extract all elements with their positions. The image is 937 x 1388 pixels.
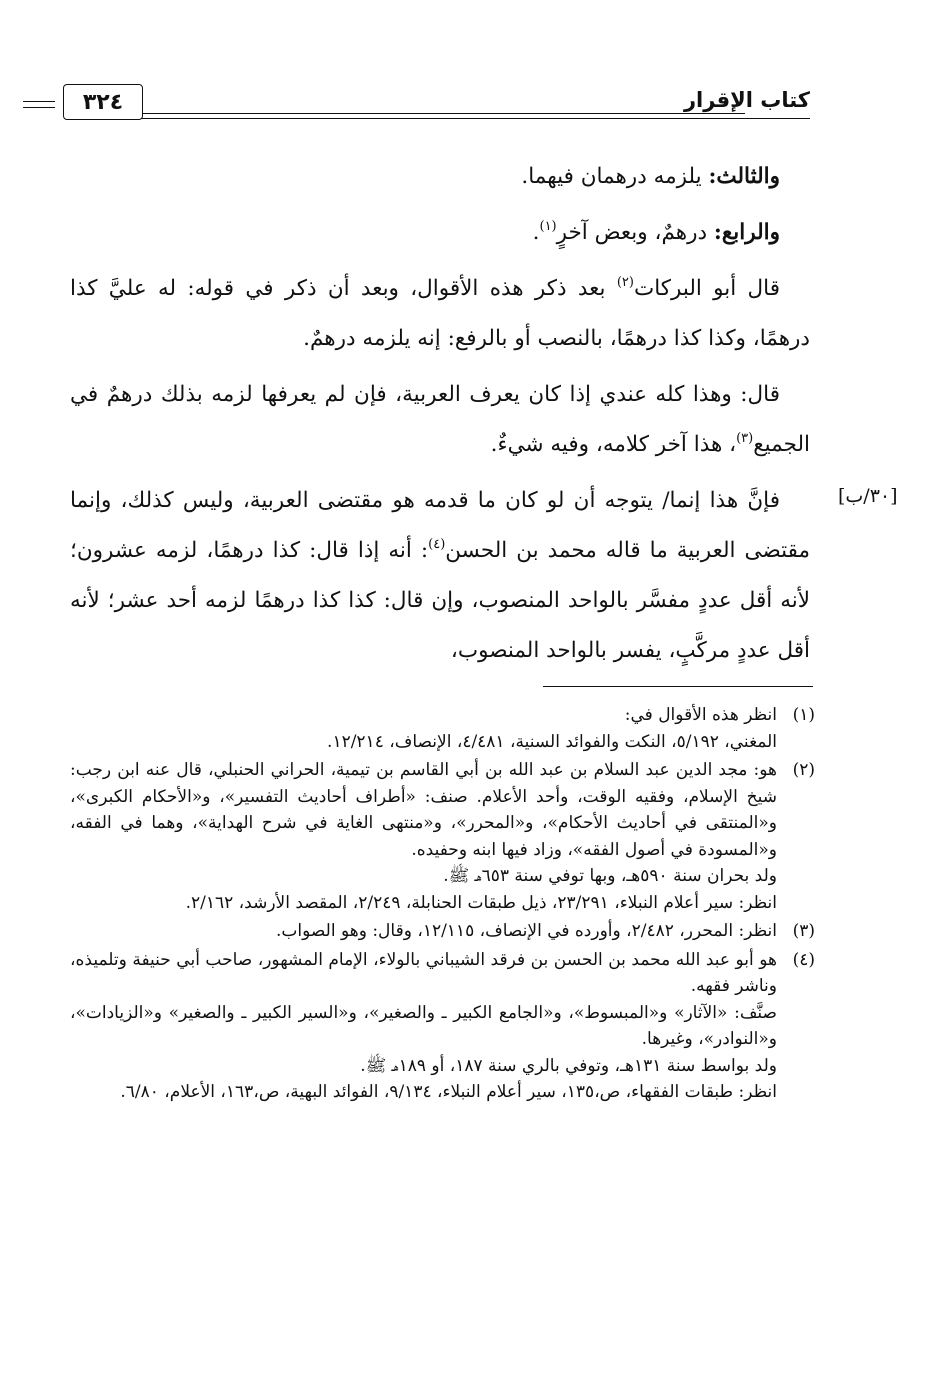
paragraph-text: فإنَّ هذا إنما/ يتوجه أن لو كان ما قدمه هو مقتضى العربية، وليس كذلك، وإنما مقتضى العربية ما قاله محمد بن الحسن	[70, 488, 810, 563]
header-ornament-line	[23, 101, 55, 102]
paragraph-text: قال: وهذا كله عندي إذا كان يعرف العربية، فإن لم يعرفها لزمه بذلك درهمٌ في الجميع	[70, 382, 810, 457]
footnote-body	[70, 918, 777, 945]
footnote-line: المغني، ٥/١٩٢، النكت والفوائد السنية، ٤/٤٨١، الإنصاف، ١٢/٢١٤.	[327, 731, 777, 752]
chapter-title: كتاب الإقرار	[683, 88, 810, 112]
header-ornament-line	[23, 107, 55, 108]
paragraph-text: يلزمه درهمان فيهما.	[521, 164, 709, 189]
paragraph	[70, 208, 810, 258]
header-rule-lower	[65, 118, 810, 119]
footnote-ref[interactable]: (٤)	[428, 537, 446, 552]
page-number: ٣٢٤	[63, 84, 143, 120]
main-text	[70, 152, 810, 682]
footnote-line: هو أبو عبد الله محمد بن الحسن بن فرقد الشيباني بالولاء، الإمام المشهور، صاحب أبي حنيفة وتلميذه، وناشر فقهه.	[70, 949, 777, 996]
paragraph	[70, 152, 810, 202]
footnote	[70, 918, 815, 945]
footnote-body	[70, 702, 777, 755]
footnote-line: انظر: المحرر، ٢/٤٨٢، وأورده في الإنصاف، ١٢/١١٥، وقال: وهو الصواب.	[276, 921, 777, 941]
footnotes	[70, 702, 815, 1108]
footnote-line: انظر: سير أعلام النبلاء، ٢٣/٢٩١، ذيل طبقات الحنابلة، ٢/٢٤٩، المقصد الأرشد، ٢/١٦٢.	[185, 892, 777, 913]
footnote-line: صنَّف: «الآثار» و«المبسوط»، و«الجامع الكبير ـ والصغير»، و«السير الكبير ـ والصغير» و«الزيادات»، و«النوادر»، وغيرها.	[70, 1002, 777, 1049]
footnote-line: ولد بحران سنة ٥٩٠هـ، وبها توفي سنة ٦٥٣هـ ﷺ.	[443, 866, 777, 886]
paragraph-text: ، هذا آخر كلامه، وفيه شيءٌ.	[490, 432, 737, 457]
footnote-number: (٣)	[792, 921, 815, 941]
paragraph-lead: والثالث:	[708, 164, 780, 189]
paragraph-text: .	[532, 220, 540, 245]
paragraph-text: درهمٌ، وبعض آخرٍ	[556, 220, 714, 245]
footnote-separator	[543, 686, 813, 687]
footnote-line: ولد بواسط سنة ١٣١هـ، وتوفي بالري سنة ١٨٧، أو ١٨٩هـ ﷺ.	[360, 1055, 777, 1076]
header-rule-upper	[65, 113, 745, 114]
footnote-body	[70, 947, 777, 1106]
paragraph	[70, 476, 810, 676]
footnote-number: (١)	[792, 705, 815, 725]
footnote-ref[interactable]: (١)	[539, 219, 557, 234]
footnote-ref[interactable]: (٣)	[736, 431, 754, 446]
footnote-number: (٤)	[792, 949, 815, 970]
footnote	[70, 757, 815, 916]
paragraph-text: : أنه إذا قال: كذا درهمًا، لزمه عشرون؛ لأنه أقل عددٍ مفسَّر بالواحد المنصوب، وإن قال: كذا كذا درهمًا لزمه أحد عشر؛ لأنه أقل عددٍ مركَّبٍ، يفسر بالواحد المنصوب،	[70, 538, 810, 663]
footnote	[70, 702, 815, 755]
footnote-body	[70, 757, 777, 916]
footnote	[70, 947, 815, 1106]
footnote-number: (٢)	[792, 760, 815, 780]
paragraph-lead: والرابع:	[713, 220, 780, 245]
paragraph-text: بعد ذكر هذه الأقوال، وبعد أن ذكر في قوله: له عليَّ كذا درهمًا، وكذا كذا درهمًا، بالنصب أو بالرفع: إنه يلزمه درهمٌ.	[70, 276, 810, 351]
paragraph	[70, 264, 810, 364]
footnote-line: انظر هذه الأقوال في:	[624, 705, 777, 725]
footnote-ref[interactable]: (٢)	[616, 275, 634, 290]
footnote-line: انظر: طبقات الفقهاء، ص،١٣٥، سير أعلام النبلاء، ٩/١٣٤، الفوائد البهية، ص،١٦٣، الأعلام، ٦/٨٠.	[120, 1082, 777, 1102]
paragraph-text: قال أبو البركات	[633, 276, 780, 301]
paragraph	[70, 370, 810, 470]
manuscript-folio-marker: [٣٠/ب]	[838, 485, 898, 507]
footnote-line: هو: مجد الدين عبد السلام بن عبد الله بن أبي القاسم بن تيمية، الحراني الحنبلي، قال عنه ابن رجب: شيخ الإسلام، وفقيه الوقت، وأحد الأعلام. صنف: «أطراف أحاديث التفسير»، و«الأحكام الكبرى»، و«المنتقى في أحاديث الأحكام»، و«المحرر»، و«منتهى الغاية في شرح الهداية»، وهما في الفقه، و«المسودة في أصول الفقه»، وزاد فيها ابنه وحفيده.	[70, 760, 777, 860]
running-header	[65, 78, 810, 128]
